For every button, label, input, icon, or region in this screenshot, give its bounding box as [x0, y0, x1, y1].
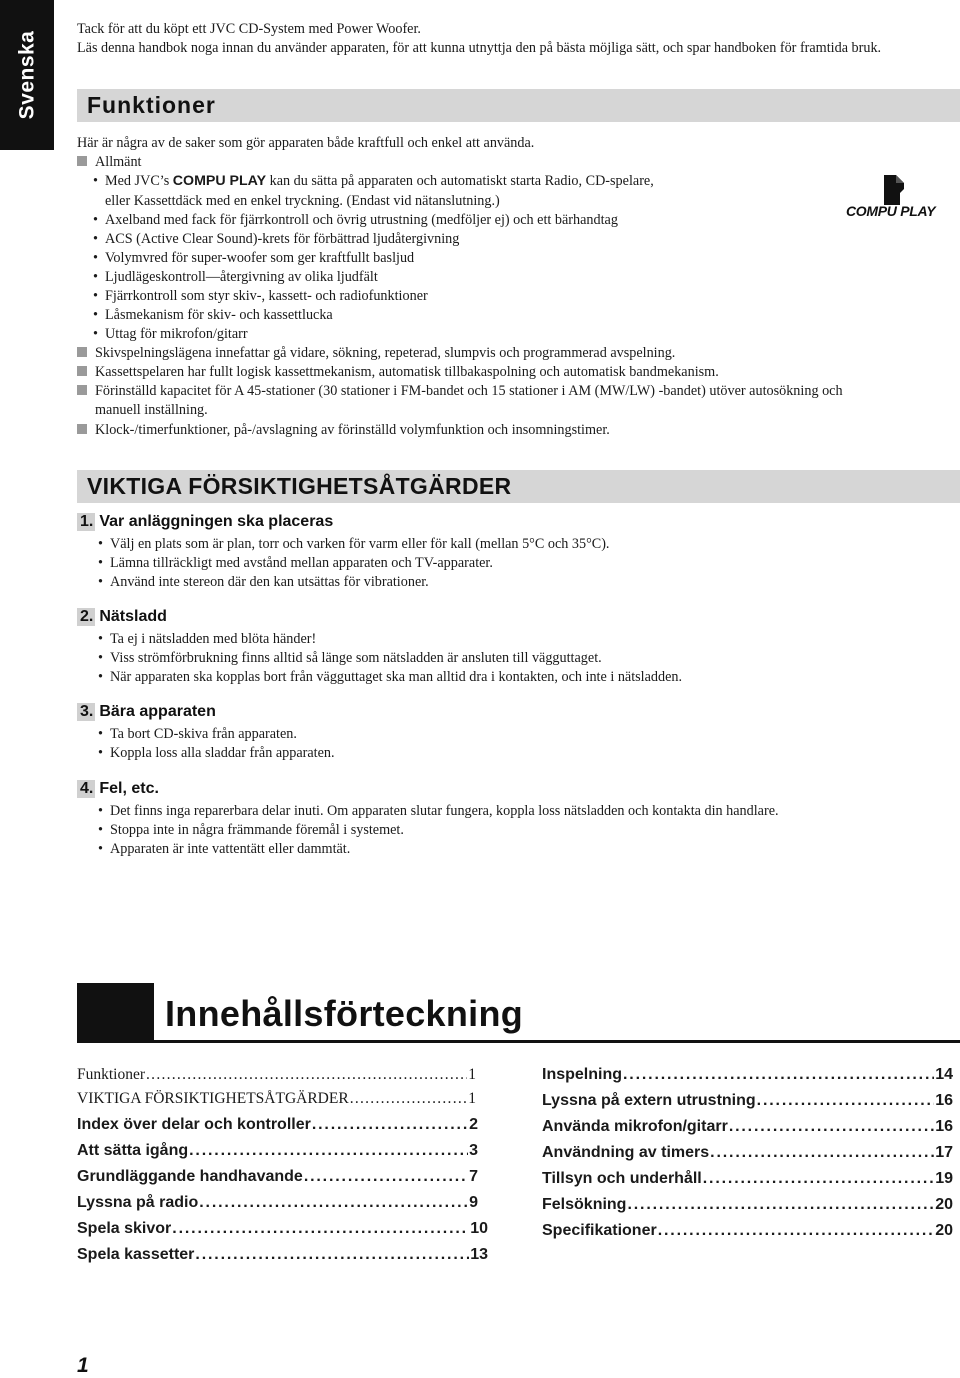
intro-line-2: Läs denna handbok noga innan du använder apparaten, för att kunna utnyttja den på bästa möjliga sätt, och spar handboken för framtida bruk. — [77, 40, 882, 56]
bullet-icon: • — [93, 231, 98, 247]
toc-entry-radio[interactable] — [77, 1194, 478, 1212]
feature-bullet-text: Axelband med fack för fjärrkontroll och övrig utrustning (medföljer ej) och ett bärhandtag — [105, 212, 618, 228]
feature-bullet-text: Låsmekanism för skiv- och kassettlucka — [105, 307, 333, 323]
precaution-heading — [77, 703, 216, 721]
page-number: 1 — [77, 1354, 89, 1377]
precaution-item-text: Ta ej i nätsladden med blöta händer! — [110, 631, 317, 647]
intro — [77, 20, 881, 58]
feature-bullet-text: ACS (Active Clear Sound)-krets för förbättrad ljudåtergivning — [105, 231, 460, 247]
funktioner-heading: Funktioner — [87, 92, 216, 118]
toc-entry-page: 16 — [935, 1092, 953, 1109]
bullet-icon: • — [98, 536, 103, 552]
precaution-item — [98, 822, 404, 839]
toc-underline — [154, 1040, 960, 1043]
toc-entry-specifikationer[interactable] — [542, 1222, 953, 1240]
toc-leader — [627, 1196, 934, 1214]
feature-bullet-text: Fjärrkontroll som styr skiv-, kassett- och radiofunktioner — [105, 288, 428, 304]
toc-leader — [304, 1168, 468, 1186]
toc-entry-label: Lyssna på extern utrustning — [542, 1092, 756, 1109]
feature-square-text: Förinställd kapacitet för A 45-stationer (30 stationer i FM-bandet och 15 stationer i AM (MW/LW) -bandet) utöver autosökning och — [95, 383, 843, 399]
toc-title: Innehållsförteckning — [165, 993, 524, 1034]
precaution-heading — [77, 608, 167, 626]
toc-entry-page: 20 — [935, 1222, 953, 1239]
precaution-item — [98, 555, 493, 572]
toc-entry-page: 17 — [935, 1144, 953, 1161]
toc-entry-label: Grundläggande handhavande — [77, 1168, 303, 1185]
toc-entry-grundlaggande[interactable] — [77, 1168, 478, 1186]
precaution-item — [98, 745, 335, 762]
square-bullet-icon — [77, 385, 87, 395]
feature-square-item — [77, 345, 675, 362]
precaution-item — [98, 803, 779, 820]
precaution-item — [98, 650, 602, 667]
feature-bullet — [93, 212, 618, 229]
precaution-title: Nätsladd — [99, 608, 167, 625]
precaution-item-text: Det finns inga reparerbara delar inuti. Om apparaten slutar fungera, koppla loss nätsladden och kontakta din handlare. — [110, 803, 779, 819]
compu-play-logo — [846, 175, 941, 219]
precaution-item — [98, 841, 350, 858]
precaution-heading — [77, 780, 159, 798]
bullet-icon: • — [93, 250, 98, 266]
feature-bullet-text: Uttag för mikrofon/gitarr — [105, 326, 248, 342]
language-tab — [0, 0, 54, 150]
toc-entry-label: Att sätta igång — [77, 1142, 189, 1159]
precaution-title: Var anläggningen ska placeras — [99, 513, 334, 530]
toc-leader — [199, 1194, 468, 1212]
toc-leader — [623, 1066, 934, 1084]
toc-entry-label: Använda mikrofon/gitarr — [542, 1118, 728, 1135]
precaution-item — [98, 536, 609, 553]
precaution-title: Fel, etc. — [99, 780, 159, 797]
feature-bullet-text: Volymvred för super-woofer som ger kraftfullt basljud — [105, 250, 415, 266]
funktioner-heading-bar — [77, 89, 960, 122]
toc-leader — [189, 1142, 468, 1160]
precaution-item — [98, 631, 316, 648]
toc-leader — [312, 1116, 468, 1134]
square-bullet-icon — [77, 347, 87, 357]
square-bullet-icon — [77, 366, 87, 376]
bullet-icon: • — [93, 269, 98, 285]
precaution-heading — [77, 513, 333, 531]
bullet-icon: • — [98, 822, 103, 838]
toc-entry-page: 3 — [469, 1142, 478, 1159]
toc-entry-viktiga[interactable] — [77, 1090, 476, 1108]
toc-entry-label: VIKTIGA FÖRSIKTIGHETSÅTGÄRDER — [77, 1090, 349, 1107]
feature-square-item-cont: manuell inställning. — [95, 402, 208, 418]
feature-bullet — [93, 250, 414, 267]
precaution-number: 1. — [77, 513, 95, 531]
toc-entry-page: 13 — [470, 1246, 488, 1263]
bullet-icon: • — [93, 288, 98, 304]
feature-bullet-text: Ljudlägeskontroll—återgivning av olika ljudfält — [105, 269, 378, 285]
toc-entry-felsokning[interactable] — [542, 1196, 953, 1214]
toc-leader — [658, 1222, 935, 1240]
bullet-icon: • — [98, 745, 103, 761]
toc-entry-mikrofon[interactable] — [542, 1118, 953, 1136]
precaution-number: 2. — [77, 608, 95, 626]
compu-play-logo-text: COMPU PLAY — [846, 203, 936, 219]
precaution-item-text: Välj en plats som är plan, torr och varken för varm eller för kall (mellan 5°C och 35°C). — [110, 536, 610, 552]
feature-square-item — [77, 383, 843, 400]
bullet-icon: • — [98, 631, 103, 647]
precaution-item-text: Ta bort CD-skiva från apparaten. — [110, 726, 297, 742]
feature-bullet — [93, 307, 333, 324]
toc-entry-timers[interactable] — [542, 1144, 953, 1162]
toc-entry-page: 7 — [469, 1168, 478, 1185]
viktiga-heading: VIKTIGA FÖRSIKTIGHETSÅTGÄRDER — [87, 473, 512, 499]
toc-entry-tillsyn[interactable] — [542, 1170, 953, 1188]
pointing-hand-icon — [882, 175, 906, 205]
toc-entry-att-satta-igang[interactable] — [77, 1142, 478, 1160]
precaution-item — [98, 669, 682, 686]
funktioner-lead: Här är några av de saker som gör apparaten både kraftfull och enkel att använda. — [77, 135, 535, 151]
toc-entry-label: Index över delar och kontroller — [77, 1116, 311, 1133]
bullet-icon: • — [98, 841, 103, 857]
toc-entry-page: 9 — [469, 1194, 478, 1211]
toc-entry-extern[interactable] — [542, 1092, 953, 1110]
toc-entry-label: Specifikationer — [542, 1222, 657, 1239]
toc-leader — [757, 1092, 935, 1110]
toc-entry-page: 16 — [935, 1118, 953, 1135]
bullet-icon: • — [93, 212, 98, 228]
precaution-item-text: När apparaten ska kopplas bort från vägguttaget ska man alltid dra i kontakten, och inte i nätsladden. — [110, 669, 683, 685]
allmant-label: Allmänt — [95, 154, 142, 170]
compu-play-name: COMPU PLAY — [172, 173, 267, 189]
toc-entry-funktioner[interactable] — [77, 1066, 476, 1084]
toc-entry-label: Spela skivor — [77, 1220, 172, 1237]
precaution-item-text: Stoppa inte in några främmande föremål i systemet. — [110, 822, 404, 838]
feature-square-text: Kassettspelaren har fullt logisk kassettmekanism, automatisk tillbakaspolning och automatisk bandmekanism. — [95, 364, 719, 380]
feature-bullet — [93, 269, 378, 286]
toc-entry-label: Användning av timers — [542, 1144, 710, 1161]
bullet-icon: • — [98, 803, 103, 819]
bullet-icon: • — [93, 173, 98, 189]
square-bullet-icon — [77, 424, 87, 434]
precaution-item-text: Viss strömförbrukning finns alltid så länge som nätsladden är ansluten till vägguttaget. — [110, 650, 602, 666]
toc-leader — [703, 1170, 934, 1188]
feature-square-item — [77, 422, 610, 439]
toc-leader — [146, 1066, 467, 1084]
feature-square-text: Klock-/timerfunktioner, på-/avslagning av förinställd volymfunktion och insomningstimer. — [95, 422, 610, 438]
toc-entry-page: 1 — [468, 1066, 476, 1083]
viktiga-heading-bar — [77, 470, 960, 503]
feature-square-item — [77, 364, 719, 381]
toc-entry-label: Tillsyn och underhåll — [542, 1170, 702, 1187]
toc-leader — [710, 1144, 934, 1162]
toc-entry-inspelning[interactable] — [542, 1066, 953, 1084]
toc-entry-skivor[interactable] — [77, 1220, 488, 1238]
precaution-item-text: Lämna tillräckligt med avstånd mellan apparaten och TV-apparater. — [110, 555, 493, 571]
precaution-item-text: Använd inte stereon där den kan utsättas för vibrationer. — [110, 574, 429, 590]
feature-bullet — [93, 326, 248, 343]
toc-leader — [729, 1118, 934, 1136]
toc-entry-label: Spela kassetter — [77, 1246, 195, 1263]
bullet-icon: • — [98, 650, 103, 666]
toc-leader — [195, 1246, 469, 1264]
toc-entry-kassetter[interactable] — [77, 1246, 488, 1264]
toc-black-block — [77, 983, 154, 1043]
toc-leader — [172, 1220, 469, 1238]
toc-entry-page: 20 — [935, 1196, 953, 1213]
toc-entry-label: Felsökning — [542, 1196, 627, 1213]
bullet-icon: • — [93, 307, 98, 323]
compu-text-c: kan du sätta på apparaten och automatiskt starta Radio, CD-spelare, — [266, 173, 654, 189]
precaution-number: 4. — [77, 780, 95, 798]
precaution-title: Bära apparaten — [99, 703, 216, 720]
feature-square-text: Skivspelningslägena innefattar gå vidare, sökning, repeterad, slumpvis och programmerad avspelning. — [95, 345, 676, 361]
bullet-icon: • — [98, 555, 103, 571]
precaution-item-text: Koppla loss alla sladdar från apparaten. — [110, 745, 335, 761]
toc-entry-page: 2 — [469, 1116, 478, 1133]
feature-bullet — [93, 288, 428, 305]
language-tab-label: Svenska — [15, 30, 39, 120]
intro-line-1: Tack för att du köpt ett JVC CD-System med Power Woofer. — [77, 21, 421, 37]
toc-entry-page: 14 — [935, 1066, 953, 1083]
compu-play-item-cont: eller Kassettdäck med en enkel tryckning. (Endast vid nätanslutning.) — [105, 193, 500, 209]
bullet-icon: • — [98, 669, 103, 685]
precaution-item — [98, 726, 297, 743]
compu-play-item — [93, 173, 654, 190]
toc-entry-label: Lyssna på radio — [77, 1194, 199, 1211]
bullet-icon: • — [98, 574, 103, 590]
toc-entry-page: 1 — [468, 1090, 476, 1107]
allmant-line — [77, 154, 142, 171]
precaution-item-text: Apparaten är inte vattentätt eller dammtät. — [110, 841, 351, 857]
bullet-icon: • — [93, 326, 98, 342]
toc-entry-page: 19 — [935, 1170, 953, 1187]
bullet-icon: • — [98, 726, 103, 742]
square-bullet-icon — [77, 156, 87, 166]
compu-text-a: Med JVC’s — [105, 173, 173, 189]
toc-entry-label: Inspelning — [542, 1066, 622, 1083]
precaution-number: 3. — [77, 703, 95, 721]
toc-leader — [350, 1090, 468, 1108]
toc-entry-label: Funktioner — [77, 1066, 146, 1083]
toc-entry-page: 10 — [470, 1220, 488, 1237]
precaution-item — [98, 574, 429, 591]
feature-bullet — [93, 231, 459, 248]
toc-entry-index[interactable] — [77, 1116, 478, 1134]
